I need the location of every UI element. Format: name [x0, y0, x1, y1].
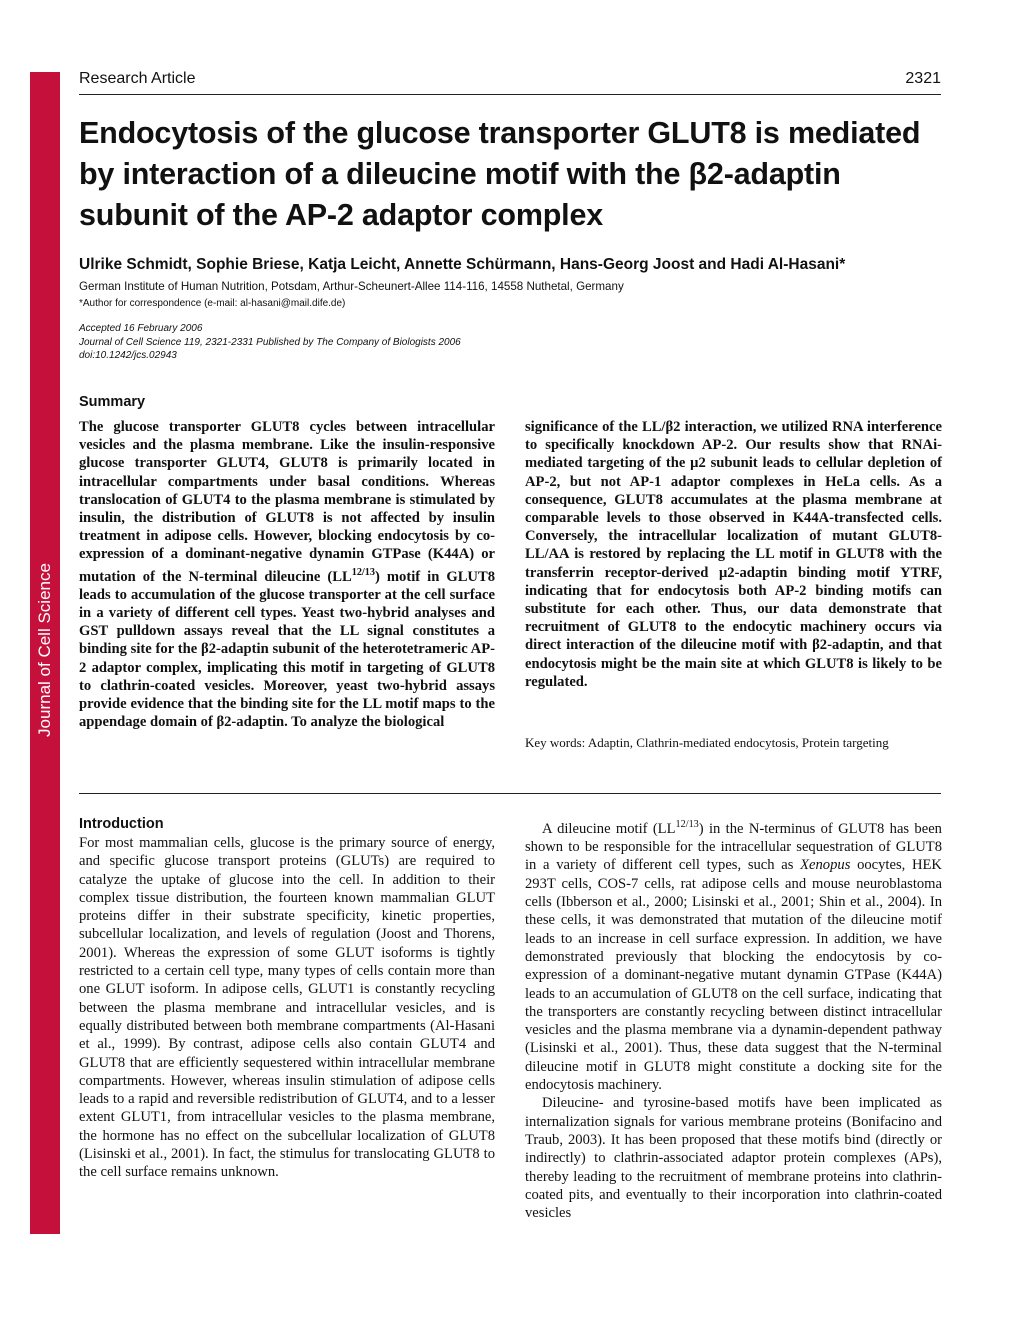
doi: doi:10.1242/jcs.02943: [79, 350, 177, 361]
summary-left-column: The glucose transporter GLUT8 cycles between intracellular vesicles and the plasma membrane. Like the insulin-responsive glucose transporter GLUT4, GLUT8 is primarily located in intracellular compartments under basal conditions. Whereas translocation of GLUT4 to the plasma membrane is stimulated by insulin, the distribution of GLUT8 is not affected by insulin treatment in adipose cells. However, blocking endocytosis by co-expression of a dominant-negative dynamin GTPase (K44A) or mutation of the N-terminal dileucine $(LL^{12/13})$ motif in GLUT8 leads to accumulation of the glucose transporter at the cell surface in a variety of different cell types. Yeast two-hybrid analyses and GST pulldown assays reveal that the LL signal constitutes a binding site for the β2-adaptin subunit of the heterotetrameric AP-2 adaptor complex, implicating this motif in targeting of GLUT8 to clathrin-coated vesicles. Moreover, yeast two-hybrid assays provide evidence that the binding site for the LL motif maps to the appendage domain of β2-adaptin. To analyze the biological: [79, 419, 495, 731]
accepted-date: Accepted 16 February 2006: [79, 323, 203, 334]
summary-heading: Summary: [79, 394, 146, 410]
author-list: Ulrike Schmidt, Sophie Briese, Katja Leicht, Annette Schürmann, Hans-Georg Joost and Hadi Al-Hasani*: [79, 256, 846, 273]
keywords: Key words: Adaptin, Clathrin-mediated endocytosis, Protein targeting: [525, 735, 889, 750]
intro-paragraph: For most mammalian cells, glucose is the primary source of energy, and specific glucose transport proteins (GLUTs) are required to catalyze the uptake of glucose into the cell. In addition to their complex tissue distribution, the fourteen known mammalian GLUT proteins differ in their substrate specificity, kinetic properties, subcellular localization, and levels of regulation (Joost and Thorens, 2001). Whereas the expression of some GLUT isoforms is tightly restricted to a certain cell type, many types of cells contain more than one GLUT isoform. In adipose cells, GLUT1 is constantly recycling between the plasma membrane and intracellular vesicles, and is equally distributed between both membrane compartments (Al-Hasani et al., 1999). By contrast, adipose cells also contain GLUT4 and GLUT8 that are efficiently sequestered within intracellular membrane compartments. However, whereas insulin stimulation of adipose cells leads to a rapid and reversible redistribution of GLUT4, and to a lesser extent GLUT1, from intracellular vesicles to the plasma membrane, the hormone has no effect on the subcellular localization of GLUT8 (Lisinski et al., 2001). In fact, the stimulus for translocating GLUT8 to the cell surface remains unknown.: [79, 835, 495, 1181]
affiliation: German Institute of Human Nutrition, Potsdam, Arthur-Scheunert-Allee 114-116, 14558 Nuthetal, Germany: [79, 280, 624, 293]
intro-paragraph: A dileucine motif $(LL^{12/13})$ in the N-terminus of GLUT8 has been shown to be responsible for the intracellular sequestration of GLUT8 in a variety of different cell types, such as Xenopus oocytes, HEK 293T cells, COS-7 cells, rat adipose cells and mouse neuroblastoma cells (Ibberson et al., 2000; Lisinski et al., 2001; Shin et al., 2004). In these cells, it was demonstrated that mutation of the dileucine motif leads to an increase in cell surface expression. In addition, we have demonstrated previously that blocking the endocytosis by co-expression of a dominant-negative mutant dynamin GTPase (K44A) leads to an accumulation of GLUT8 on the cell surface, indicating that the transporters are constantly recycling between distinct intracellular vesicles and the plasma membrane via a dynamin-dependent pathway (Lisinski et al., 2001). Thus, these data suggest that the N-terminal dileucine motif in GLUT8 might constitute a docking site for the endocytosis machinery.: [525, 819, 942, 1094]
running-head: [79, 70, 941, 92]
publication-info: [79, 322, 679, 363]
summary-right-column: significance of the LL/β2 interaction, we utilized RNA interference to specifically knockdown AP-2. Our results show that RNAi-mediated targeting of the μ2 subunit leads to cellular depletion of AP-2, but not AP-1 adaptor complexes in HeLa cells. As a consequence, GLUT8 accumulates at the plasma membrane at comparable levels to those observed in K44A-transfected cells. Conversely, the intracellular localization of mutant GLUT8-LL/AA is restored by replacing the LL motif in GLUT8 with the transferrin receptor-derived μ2-adaptin binding motif YTRF, indicating that for endocytosis both AP-2 binding motifs can substitute for each other. Thus, our data demonstrate that recruitment of GLUT8 to the endocytic machinery occurs via direct interaction of the dileucine motif with β2-adaptin, and that endocytosis might be the main site at which GLUT8 is likely to be regulated.: [525, 419, 942, 690]
correspondence-note: *Author for correspondence (e-mail: al-hasani@mail.dife.de): [79, 298, 346, 309]
article-type: Research Article: [79, 70, 196, 87]
header-rule: [79, 94, 941, 95]
introduction-left-column: [79, 834, 495, 1182]
introduction-heading: Introduction: [79, 816, 164, 832]
journal-citation: Journal of Cell Science 119, 2321-2331 Published by The Company of Biologists 2006: [79, 336, 461, 348]
intro-paragraph: Dileucine- and tyrosine-based motifs have been implicated as internalization signals for various membrane proteins (Bonifacino and Traub, 2003). It has been proposed that these motifs bind (directly or indirectly) to clathrin-associated adaptor protein complexes (APs), thereby leading to the recruitment of membrane proteins into clathrin-coated pits, and eventually to their incorporation into clathrin-coated vesicles: [525, 1095, 942, 1222]
page-number: 2321: [905, 70, 941, 87]
introduction-right-column: [525, 816, 942, 1222]
summary-rule: [79, 793, 941, 794]
article-title: Endocytosis of the glucose transporter GLUT8 is mediated by interaction of a dileucine motif with the β2-adaptin subunit of the AP-2 adaptor complex: [79, 116, 921, 232]
